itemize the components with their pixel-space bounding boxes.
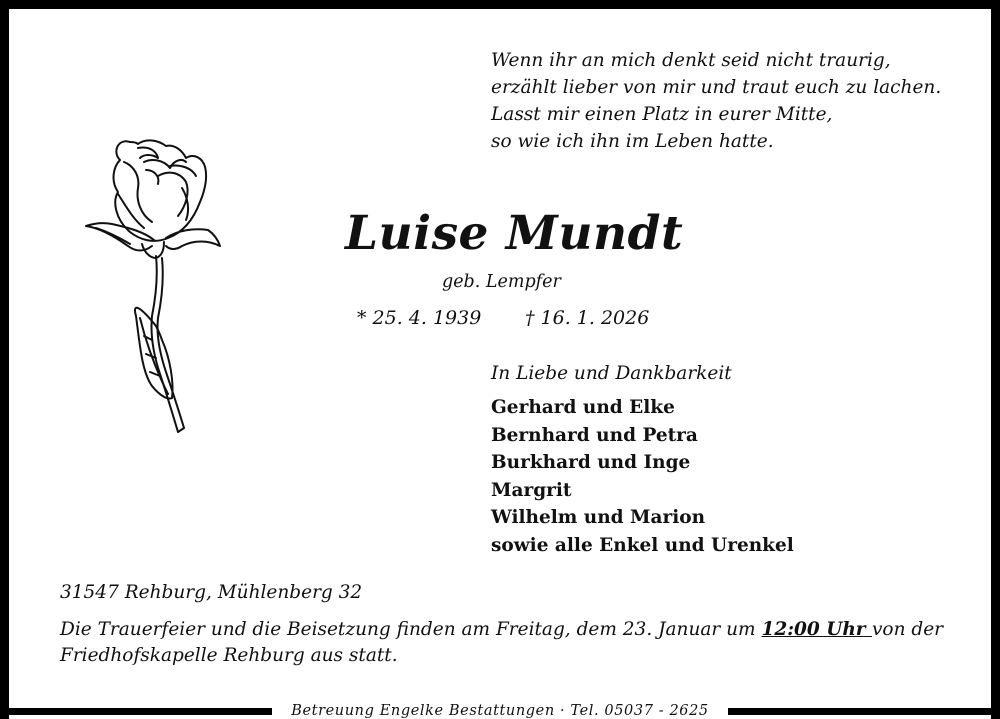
ceremony-text-before-time: Die Trauerfeier und die Beisetzung finden am Freitag, dem 23. Januar um xyxy=(60,619,762,640)
poem-line: Wenn ihr an mich denkt seid nicht traurig, xyxy=(491,50,891,71)
birth-date: * 25. 4. 1939 xyxy=(357,307,482,329)
footer-rule-left xyxy=(0,708,272,715)
rose-icon xyxy=(82,136,232,438)
ceremony-line-1 xyxy=(60,617,943,643)
deceased-name: Luise Mundt xyxy=(345,206,684,261)
poem-line: so wie ich ihn im Leben hatte. xyxy=(491,131,774,152)
ceremony-text xyxy=(60,617,943,669)
mourners-list xyxy=(491,394,794,559)
ceremony-text-after-time: von der xyxy=(871,619,944,640)
thanks-line: In Liebe und Dankbarkeit xyxy=(491,363,732,384)
mourner-entry: Wilhelm und Marion xyxy=(491,507,706,528)
undertaker-imprint: Betreuung Engelke Bestattungen · Tel. 05037 - 2625 xyxy=(291,703,709,719)
mourner-entry: Margrit xyxy=(491,479,572,501)
ceremony-time: 12:00 Uhr xyxy=(761,619,872,640)
footer-bar xyxy=(0,703,1000,719)
poem-line: erzählt lieber von mir und traut euch zu lachen. xyxy=(491,77,942,98)
poem-line: Lasst mir einen Platz in eurer Mitte, xyxy=(491,104,833,125)
mourner-entry: Bernhard und Petra xyxy=(491,424,698,446)
death-date: † 16. 1. 2026 xyxy=(525,307,650,329)
footer-rule-right xyxy=(728,708,1000,715)
maiden-name: geb. Lempfer xyxy=(442,272,561,292)
poem xyxy=(491,47,941,155)
ceremony-line-2: Friedhofskapelle Rehburg aus statt. xyxy=(60,645,398,666)
mourner-entry: Burkhard und Inge xyxy=(491,452,691,473)
mourner-entry: sowie alle Enkel und Urenkel xyxy=(491,534,794,556)
mourner-entry: Gerhard und Elke xyxy=(491,397,675,418)
address: 31547 Rehburg, Mühlenberg 32 xyxy=(60,582,363,603)
